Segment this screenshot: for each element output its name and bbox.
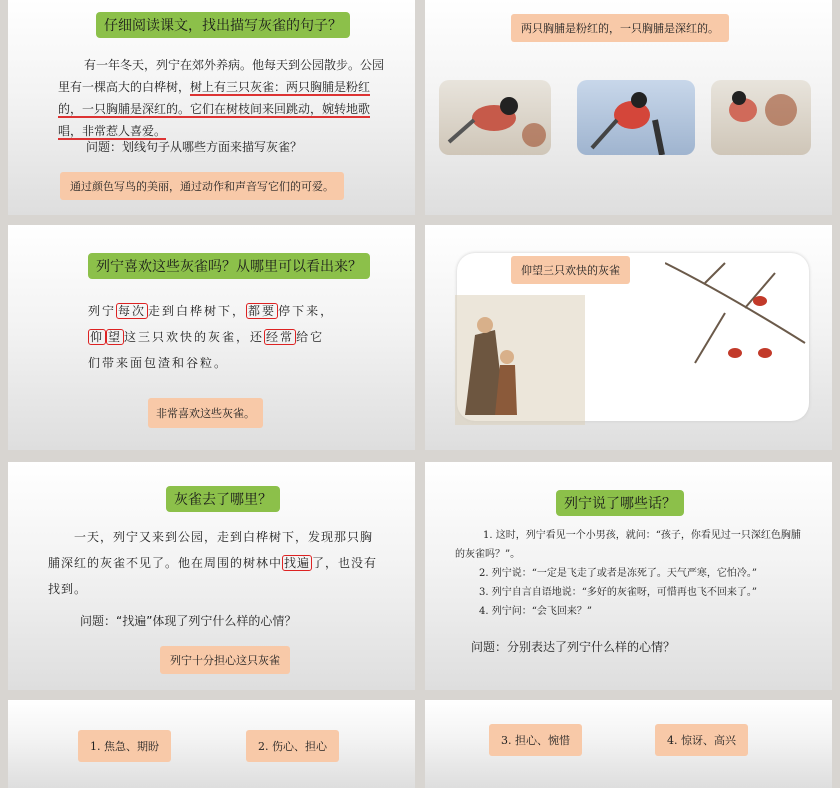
- quote-list: [455, 526, 805, 621]
- slide-title: 仔细阅读课文，找出描写灰雀的句子？: [96, 12, 350, 38]
- caption-box: 仰望三只欢快的灰雀: [511, 256, 630, 284]
- text: 一天，列宁又来到公园，走到白桦树下，发现那只胸脯深红的灰雀不见了。他在周围的树林中: [48, 530, 374, 570]
- lenin-and-boy-illustration: [455, 295, 585, 425]
- slide-6[interactable]: [425, 462, 832, 690]
- slide-title: 列宁说了哪些话？: [556, 490, 684, 516]
- slide-1[interactable]: [8, 0, 415, 215]
- bullfinch-photo: [711, 80, 811, 155]
- text: 给它们带来面包渣和谷粒。: [88, 330, 325, 370]
- caption-box: 两只胸脯是粉红的，一只胸脯是深红的。: [511, 14, 729, 42]
- slide-3[interactable]: [8, 225, 415, 450]
- text: 列宁: [88, 304, 117, 318]
- answer-box: 列宁十分担心这只灰雀: [160, 646, 290, 674]
- slide-2[interactable]: [425, 0, 832, 215]
- question: 问题：“找遍”体现了列宁什么样的心情？: [80, 614, 297, 628]
- passage: [48, 524, 378, 602]
- answer-box: 2. 伤心、担心: [246, 730, 339, 762]
- highlighted-word: 每次: [118, 304, 147, 318]
- answer-box: 1. 焦急、期盼: [78, 730, 171, 762]
- slide-5[interactable]: [8, 462, 415, 690]
- slide-4[interactable]: [425, 225, 832, 450]
- list-item: 1. 这时，列宁看见一个小男孩，就问：“孩子，你看见过一只深红色胸脯的灰雀吗？”。: [455, 530, 801, 560]
- list-item: 4. 列宁问：“会飞回来？”: [479, 606, 592, 617]
- highlighted-word: 仰: [90, 330, 105, 344]
- birds-on-branch-illustration: [665, 253, 809, 393]
- underlined-text: 一只胸脯是深红的。它们在树枝间来回跳动，婉转地歌唱，非: [58, 102, 371, 138]
- highlighted-word: 经常: [266, 330, 295, 344]
- list-item: 3. 列宁自言自语地说：“多好的灰雀呀，可惜再也飞不回来了。”: [479, 587, 757, 598]
- question: 问题：划线句子从哪些方面来描写灰雀？: [86, 140, 303, 154]
- underlined-text: 常惹人喜爱。: [94, 124, 167, 138]
- passage: [88, 298, 338, 376]
- text: 了，也没有找到。: [48, 556, 378, 596]
- answer-box: 4. 惊讶、高兴: [655, 724, 748, 756]
- answer-box: 非常喜欢这些灰雀。: [148, 398, 263, 428]
- highlighted-word: 都要: [248, 304, 277, 318]
- slide-title: 灰雀去了哪里？: [166, 486, 280, 512]
- passage-text: 有一年冬天，列宁在郊外养病。他每天到公园散步。公园里有一棵高大的白桦树，: [58, 58, 385, 94]
- list-item: 2. 列宁说：“一定是飞走了或者是冻死了。天气严寒，它怕冷。”: [479, 568, 757, 579]
- passage: [58, 54, 388, 142]
- bullfinch-photo: [577, 80, 695, 155]
- text: 这三只欢快的灰雀，还: [124, 330, 265, 344]
- slide-7[interactable]: [8, 700, 415, 788]
- question: 问题：分别表达了列宁什么样的心情？: [471, 640, 676, 654]
- text: 停下来，: [278, 304, 335, 318]
- bullfinch-photo: [439, 80, 551, 155]
- answer-box: 3. 担心、惋惜: [489, 724, 582, 756]
- slide-8[interactable]: [425, 700, 832, 788]
- slide-title: 列宁喜欢这些灰雀吗？从哪里可以看出来？: [88, 253, 370, 279]
- highlighted-word: 找遍: [284, 556, 311, 570]
- text: 走到白桦树下，: [148, 304, 247, 318]
- highlighted-word: 望: [108, 330, 123, 344]
- underlined-text: 树上有三只灰雀：两只胸脯是粉红的，: [58, 80, 371, 116]
- answer-box: 通过颜色写鸟的美丽，通过动作和声音写它们的可爱。: [60, 172, 344, 200]
